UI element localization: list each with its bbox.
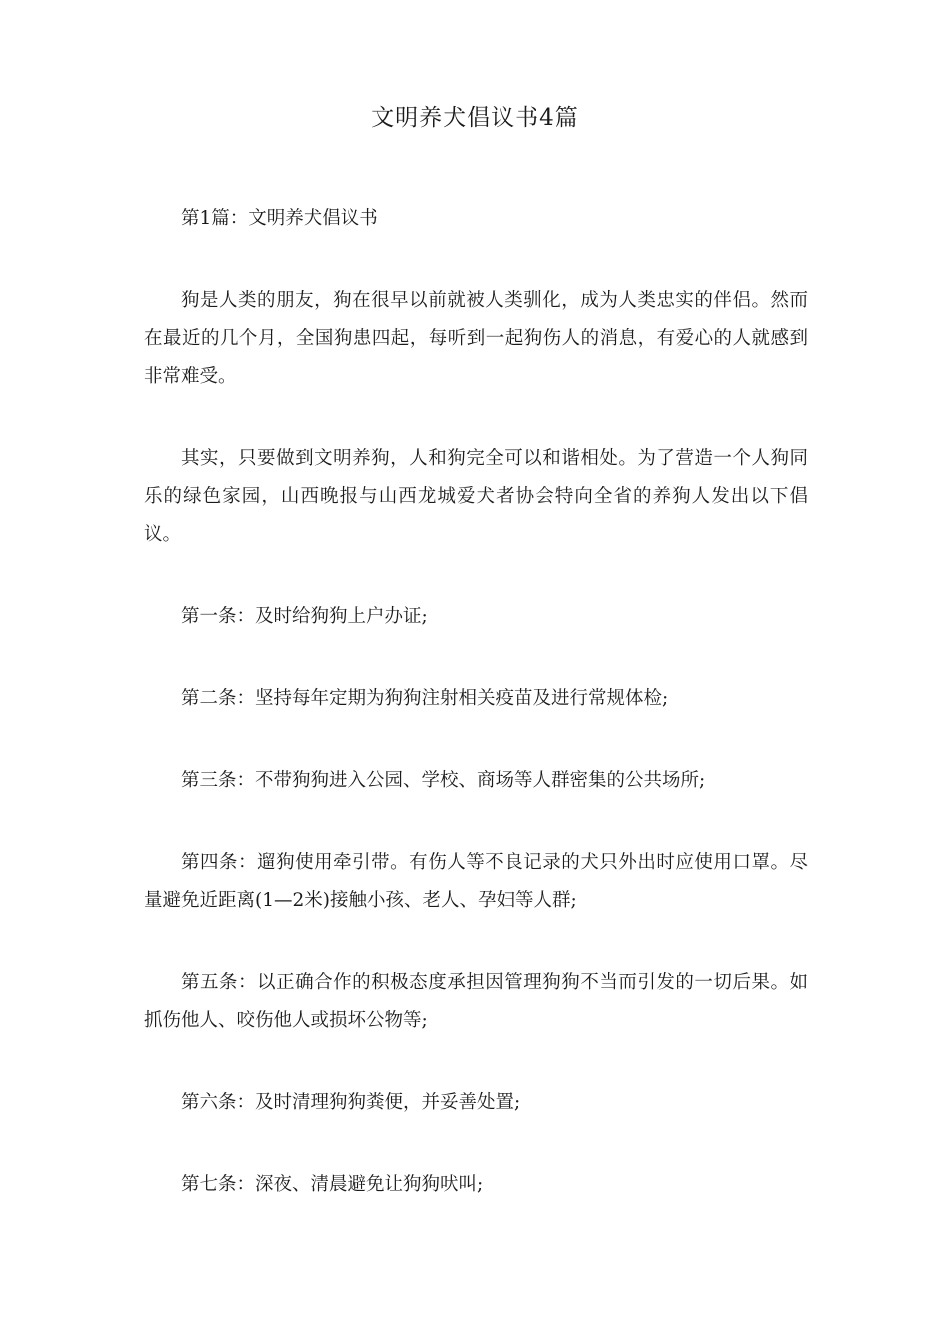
article-5: 第五条：以正确合作的积极态度承担因管理狗狗不当而引发的一切后果。如抓伤他人、咬伤他人或损坏公物等; xyxy=(144,972,808,1031)
section-heading: 第1篇：文明养犬倡议书 xyxy=(181,208,378,229)
article-2: 第二条：坚持每年定期为狗狗注射相关疫苗及进行常规体检; xyxy=(181,688,669,709)
paragraph-intro: 狗是人类的朋友，狗在很早以前就被人类驯化，成为人类忠实的伴侣。然而在最近的几个月，全国狗患四起，每听到一起狗伤人的消息，有爱心的人就感到非常难受。 xyxy=(144,290,808,387)
article-6: 第六条：及时清理狗狗粪便，并妥善处置; xyxy=(181,1092,521,1113)
document-title: 文明养犬倡议书4篇 xyxy=(371,105,579,131)
document-body xyxy=(144,200,808,1248)
article-7: 第七条：深夜、清晨避免让狗狗吠叫; xyxy=(181,1174,484,1195)
article-1: 第一条：及时给狗狗上户办证; xyxy=(181,606,428,627)
article-3: 第三条：不带狗狗进入公园、学校、商场等人群密集的公共场所; xyxy=(181,770,706,791)
article-4: 第四条：遛狗使用牵引带。有伤人等不良记录的犬只外出时应使用口罩。尽量避免近距离(1—2米)接触小孩、老人、孕妇等人群; xyxy=(144,852,808,911)
paragraph-proposal: 其实，只要做到文明养狗，人和狗完全可以和谐相处。为了营造一个人狗同乐的绿色家园，山西晚报与山西龙城爱犬者协会特向全省的养狗人发出以下倡议。 xyxy=(144,448,808,545)
